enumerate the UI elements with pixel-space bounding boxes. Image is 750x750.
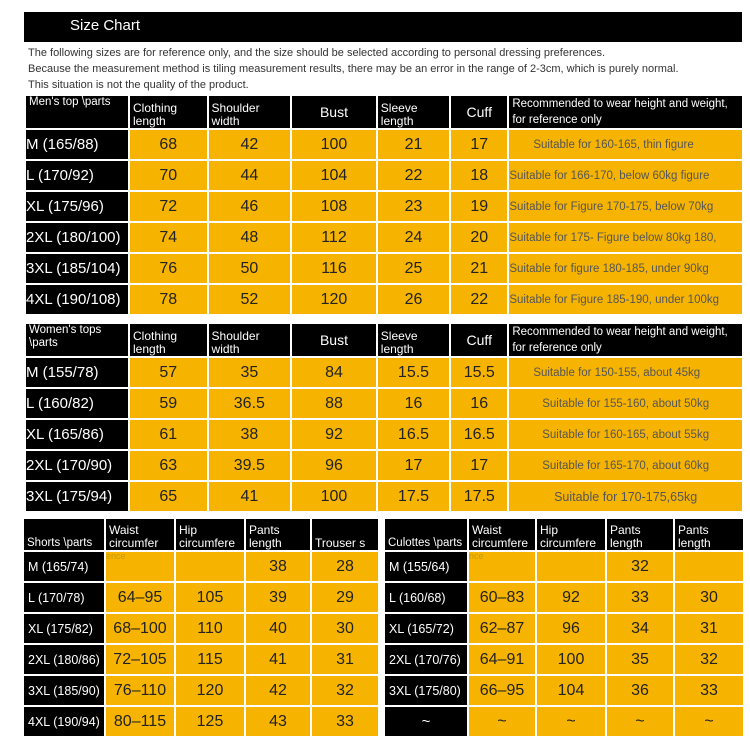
cell-cuff: 17 [451,451,507,480]
cell-bust: 100 [292,130,376,159]
cell-shoulder: 41 [209,482,291,511]
table-row [24,645,378,674]
note-line: The following sizes are for reference only, and the size should be selected according to personal dressing preferences. [28,47,606,59]
shorts-table [22,517,380,738]
table-row [385,614,743,643]
cell-recommendation: Suitable for 160-165, thin figure [509,130,742,159]
ghost-text: nce [469,552,484,561]
size-label: 3XL (175/94) [26,482,128,511]
cell-trouser: 31 [312,645,378,674]
col-bust: Bust [292,96,376,128]
cell-shoulder: 38 [209,420,291,449]
cell-length: 65 [130,482,207,511]
table-row [24,707,378,736]
note-line: Because the measurement method is tiling measurement results, there may be an error in the range of 2-3cm, which is purely normal. [28,63,679,75]
cell-cuff: 20 [451,223,507,252]
cell-hip: 96 [537,614,605,643]
cell-waist: 64–95 [106,583,174,612]
cell-trouser: 28 [312,552,378,581]
table-row [26,192,742,221]
cell-hip [176,552,244,581]
cell-sleeve: 26 [378,285,449,314]
cell-waist: 76–110 [106,676,174,705]
cell-cuff: 15.5 [451,358,507,387]
table-row [385,583,743,612]
size-label: 3XL (185/104) [26,254,128,283]
cell-hip: 115 [176,645,244,674]
cell-length: 40 [246,614,310,643]
cell-sleeve: 15.5 [378,358,449,387]
table-row [24,583,378,612]
cell-sleeve: 22 [378,161,449,190]
size-label: M (155/64) [385,552,467,581]
size-label: M (165/74) [24,552,104,581]
cell-shoulder: 42 [209,130,291,159]
table-row [26,161,742,190]
cell-length-2: 32 [675,645,743,674]
col-bust: Bust [292,324,376,356]
cell-shoulder: 44 [209,161,291,190]
cell-length-2: ~ [675,707,743,736]
cell-cuff: 22 [451,285,507,314]
cell-waist [106,552,174,581]
cell-hip: 110 [176,614,244,643]
cell-waist: 72–105 [106,645,174,674]
col-pants-length: Pants length [607,519,673,550]
size-label: 2XL (170/76) [385,645,467,674]
cell-shoulder: 50 [209,254,291,283]
cell-hip: 100 [537,645,605,674]
size-label: L (170/78) [24,583,104,612]
cell-length: 63 [130,451,207,480]
cell-shoulder: 52 [209,285,291,314]
cell-hip: ~ [537,707,605,736]
cell-length: 43 [246,707,310,736]
cell-recommendation: Suitable for Figure 170-175, below 70kg [509,192,742,221]
size-label: 2XL (180/100) [26,223,128,252]
size-label: XL (165/86) [26,420,128,449]
cell-waist: 64–91 [469,645,535,674]
col-cuff: Cuff [451,96,507,128]
cell-recommendation: Suitable for 155-160, about 50kg [509,389,742,418]
cell-bust: 92 [292,420,376,449]
cell-length: 39 [246,583,310,612]
size-label: 2XL (170/90) [26,451,128,480]
cell-length: 76 [130,254,207,283]
cell-shoulder: 46 [209,192,291,221]
size-label: 3XL (185/90) [24,676,104,705]
cell-length: 59 [130,389,207,418]
cell-cuff: 16.5 [451,420,507,449]
cell-length: 57 [130,358,207,387]
cell-recommendation: Suitable for 170-175,65kg [509,482,742,511]
cell-length: 72 [130,192,207,221]
cell-cuff: 19 [451,192,507,221]
cell-recommendation: Suitable for 150-155, about 45kg [509,358,742,387]
cell-hip [537,552,605,581]
col-recommendation: Recommended to wear height and weight, for reference only [509,324,742,356]
col-shoulder-width: Shoulder width [209,324,291,356]
table-row [26,285,742,314]
womens-corner-header: Women's tops \parts [26,324,128,356]
cell-cuff: 17.5 [451,482,507,511]
col-trousers: Trouser s [312,519,378,550]
cell-bust: 120 [292,285,376,314]
col-hip: Hip circumfere [537,519,605,550]
cell-waist: 66–95 [469,676,535,705]
cell-trouser: 33 [312,707,378,736]
cell-length: 74 [130,223,207,252]
table-row [26,223,742,252]
cell-bust: 100 [292,482,376,511]
cell-sleeve: 25 [378,254,449,283]
cell-length-2: 30 [675,583,743,612]
cell-waist: 68–100 [106,614,174,643]
cell-recommendation: Suitable for 166-170, below 60kg figure [509,161,742,190]
cell-length: 36 [607,676,673,705]
cell-sleeve: 17.5 [378,482,449,511]
col-recommendation: Recommended to wear height and weight, for reference only [509,96,742,128]
cell-length: 42 [246,676,310,705]
mens-tops-table [24,94,744,316]
mens-corner-header: Men's top \parts [26,96,128,128]
cell-length: 32 [607,552,673,581]
culottes-header-row [385,519,743,550]
cell-sleeve: 24 [378,223,449,252]
cell-recommendation: Suitable for Figure 185-190, under 100kg [509,285,742,314]
cell-hip: 104 [537,676,605,705]
cell-length: 41 [246,645,310,674]
cell-length-2: 31 [675,614,743,643]
table-row [26,130,742,159]
col-cuff: Cuff [451,324,507,356]
cell-length: ~ [607,707,673,736]
cell-sleeve: 16.5 [378,420,449,449]
size-label: 2XL (180/86) [24,645,104,674]
cell-trouser: 32 [312,676,378,705]
table-row [385,707,743,736]
table-row [385,645,743,674]
cell-length-2 [675,552,743,581]
cell-length: 68 [130,130,207,159]
size-label: L (160/82) [26,389,128,418]
shorts-header-row [24,519,378,550]
table-row [26,420,742,449]
mens-header-row [26,96,742,128]
cell-bust: 104 [292,161,376,190]
col-clothing-length: Clothing length [130,324,207,356]
cell-bust: 112 [292,223,376,252]
col-pants-length-2: Pants length [675,519,743,550]
cell-hip: 92 [537,583,605,612]
culottes-table [383,517,745,738]
cell-hip: 120 [176,676,244,705]
size-label: ~ [385,707,467,736]
cell-bust: 96 [292,451,376,480]
size-label: XL (165/72) [385,614,467,643]
cell-waist [469,552,535,581]
table-row [26,389,742,418]
womens-header-row [26,324,742,356]
cell-trouser: 29 [312,583,378,612]
table-row [26,482,742,511]
size-label: M (165/88) [26,130,128,159]
size-label: L (170/92) [26,161,128,190]
culottes-corner-header: Culottes \parts [385,519,467,550]
cell-sleeve: 23 [378,192,449,221]
size-label: XL (175/96) [26,192,128,221]
cell-waist: 80–115 [106,707,174,736]
col-waist: Waist circumfere [469,519,535,550]
cell-hip: 125 [176,707,244,736]
cell-cuff: 16 [451,389,507,418]
cell-waist: 62–87 [469,614,535,643]
size-label: L (160/68) [385,583,467,612]
size-label: M (155/78) [26,358,128,387]
cell-sleeve: 16 [378,389,449,418]
cell-recommendation: Suitable for 175- Figure below 80kg 180, [509,223,742,252]
table-row [24,614,378,643]
size-label: 3XL (175/80) [385,676,467,705]
col-sleeve-length: Sleeve length [378,324,449,356]
reference-notes [28,45,744,93]
cell-cuff: 21 [451,254,507,283]
cell-length: 34 [607,614,673,643]
cell-length: 61 [130,420,207,449]
size-label: 4XL (190/94) [24,707,104,736]
cell-cuff: 18 [451,161,507,190]
cell-shoulder: 35 [209,358,291,387]
table-row [385,552,743,581]
size-label: XL (175/82) [24,614,104,643]
cell-bust: 108 [292,192,376,221]
cell-recommendation: Suitable for figure 180-185, under 90kg [509,254,742,283]
cell-length: 33 [607,583,673,612]
col-sleeve-length: Sleeve length [378,96,449,128]
table-row [26,358,742,387]
cell-length: 38 [246,552,310,581]
table-row [24,676,378,705]
table-row [24,552,378,581]
cell-bust: 84 [292,358,376,387]
cell-recommendation: Suitable for 160-165, about 55kg [509,420,742,449]
ghost-text: ence [106,552,126,561]
col-clothing-length: Clothing length [130,96,207,128]
cell-shoulder: 36.5 [209,389,291,418]
table-row [385,676,743,705]
page-title: Size Chart [48,14,148,42]
cell-shoulder: 48 [209,223,291,252]
cell-hip: 105 [176,583,244,612]
cell-length: 78 [130,285,207,314]
size-label: 4XL (190/108) [26,285,128,314]
cell-bust: 88 [292,389,376,418]
table-row [26,254,742,283]
cell-cuff: 17 [451,130,507,159]
note-line: This situation is not the quality of the product. [28,79,249,91]
cell-shoulder: 39.5 [209,451,291,480]
cell-sleeve: 17 [378,451,449,480]
cell-waist: ~ [469,707,535,736]
cell-recommendation: Suitable for 165-170, about 60kg [509,451,742,480]
cell-length: 70 [130,161,207,190]
cell-length-2: 33 [675,676,743,705]
col-waist: Waist circumfer [106,519,174,550]
table-row [26,451,742,480]
col-hip: Hip circumfere [176,519,244,550]
cell-waist: 60–83 [469,583,535,612]
cell-trouser: 30 [312,614,378,643]
womens-tops-table [24,322,744,513]
col-pants-length: Pants length [246,519,310,550]
col-shoulder-width: Shoulder width [209,96,291,128]
cell-sleeve: 21 [378,130,449,159]
shorts-corner-header: Shorts \parts [24,519,104,550]
cell-length: 35 [607,645,673,674]
cell-bust: 116 [292,254,376,283]
